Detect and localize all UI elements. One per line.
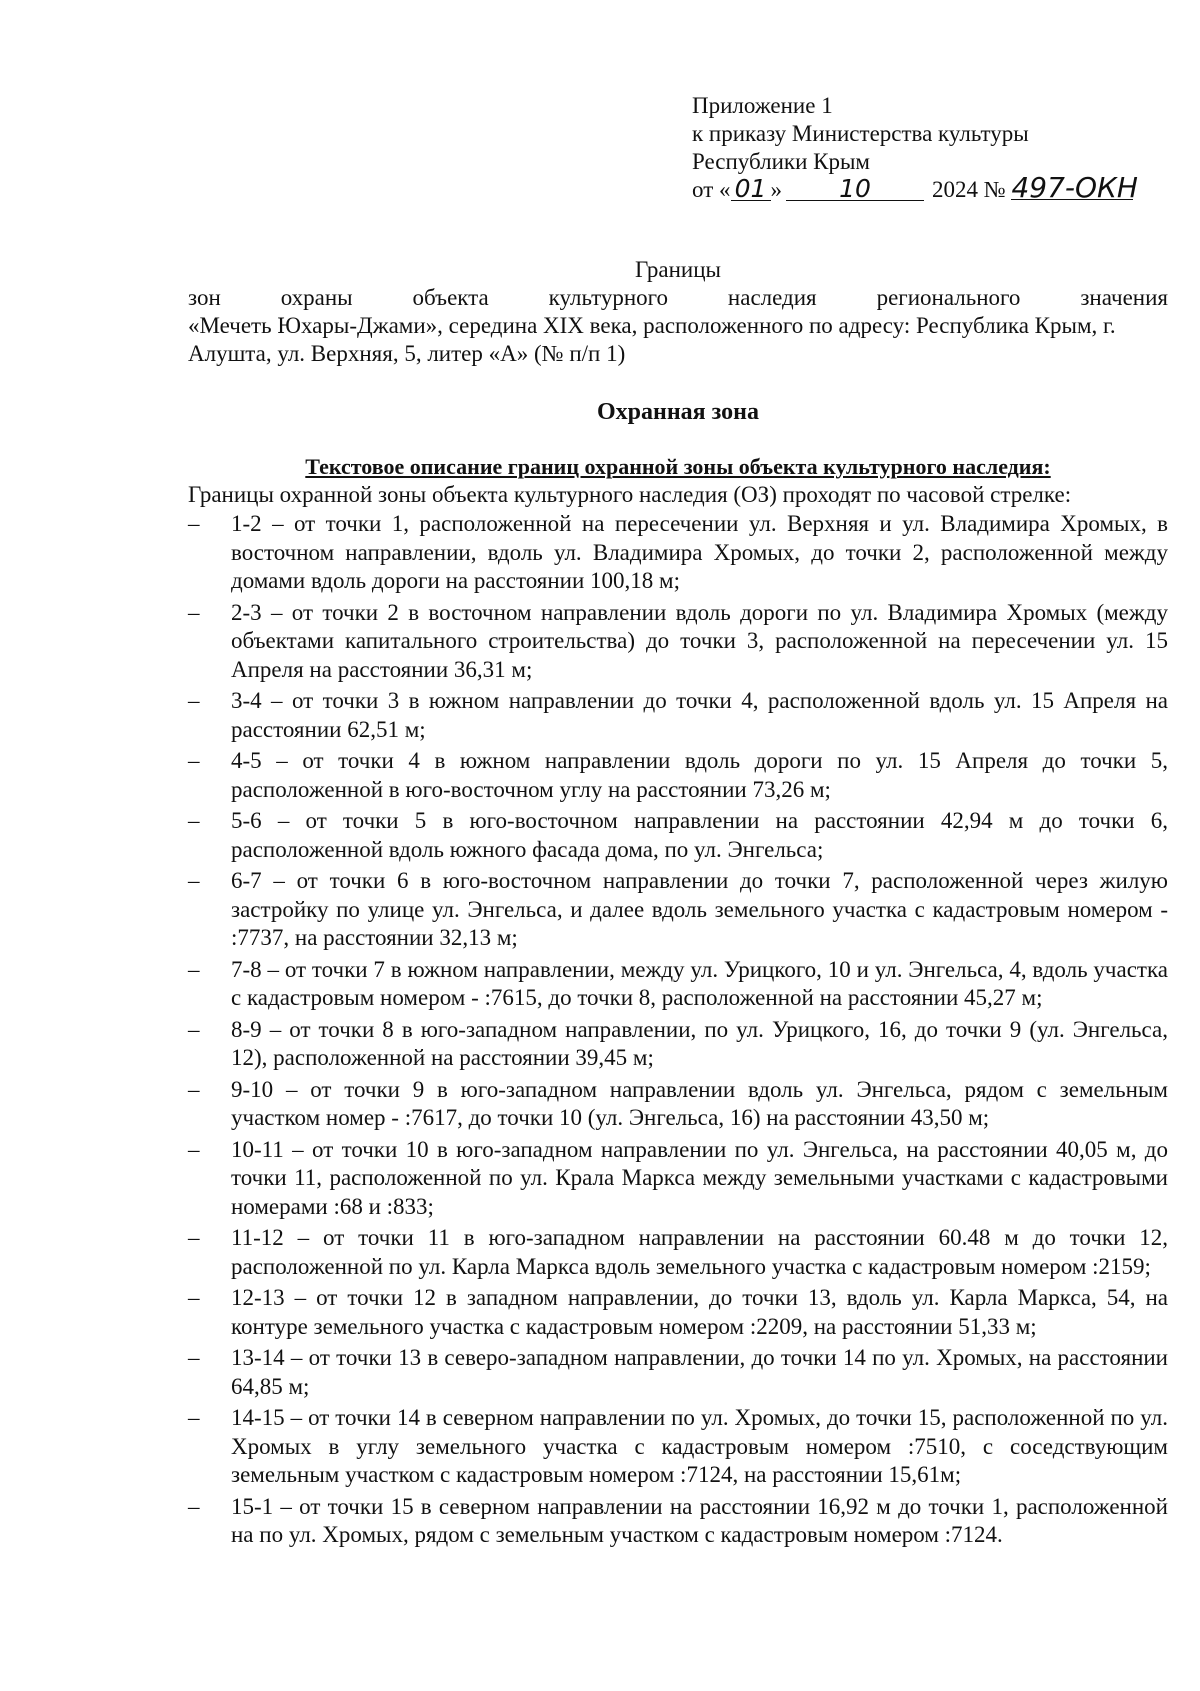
list-item-text: 8-9 – от точки 8 в юго-западном направлении, по ул. Урицкого, 16, до точки 9 (ул. Энгельса, 12), расположенной на расстоянии 39,45 м; <box>231 1016 1168 1070</box>
list-item <box>188 687 1168 744</box>
handwritten-month: 10 <box>786 178 924 201</box>
list-item-text: 4-5 – от точки 4 в южном направлении вдоль дороги по ул. 15 Апреля до точки 5, расположенной в юго-восточном углу на расстоянии 73,26 м; <box>231 748 1168 802</box>
dash-marker: – <box>188 748 200 773</box>
handwritten-order-number: 497-ОКН <box>1011 171 1138 204</box>
intro-first-line: зон охраны объекта культурного наследия регионального значения <box>188 285 1168 310</box>
list-item-text: 14-15 – от точки 14 в северном направлении по ул. Хромых, до точки 15, расположенной по ул. Хромых в углу земельного участка с кадастровым номером :7510, с соседствующим земельным участком с кадастровым номером :7124, на расстоянии 15,61м; <box>231 1405 1168 1487</box>
dash-marker: – <box>188 1405 200 1430</box>
dash-marker: – <box>188 956 200 982</box>
list-item <box>188 1136 1168 1222</box>
list-item <box>188 1076 1168 1133</box>
dash-marker: – <box>188 688 200 713</box>
list-item-text: 13-14 – от точки 13 в северо-западном направлении, до точки 14 по ул. Хромых, на расстоянии 64,85 м; <box>231 1345 1168 1399</box>
section-subheading: Текстовое описание границ охранной зоны объекта культурного наследия: <box>305 454 1051 479</box>
dash-marker: – <box>188 1285 200 1310</box>
list-item-text: 3-4 – от точки 3 в южном направлении до точки 4, расположенной вдоль ул. 15 Апреля на расстоянии 62,51 м; <box>231 688 1168 742</box>
dash-marker: – <box>188 1136 200 1162</box>
list-item-text: 15-1 – от точки 15 в северном направлении на расстоянии 16,92 м до точки 1, расположенной на по ул. Хромых, рядом с земельным участком с кадастровым номером :7124. <box>231 1493 1168 1547</box>
list-item-text: 11-12 – от точки 11 в юго-западном направлении на расстоянии 60.48 м до точки 12, расположенной по ул. Карла Маркса вдоль земельного участка с кадастровым номером :2159; <box>231 1225 1168 1279</box>
document-title: Границы <box>635 257 721 282</box>
list-item-text: 7-8 – от точки 7 в южном направлении, между ул. Урицкого, 10 и ул. Энгельса, 4, вдоль участка с кадастровым номером - :7615, до точки 8, расположенной на расстоянии 45,27 м; <box>231 956 1168 1010</box>
list-item <box>188 510 1168 596</box>
dash-marker: – <box>188 1016 200 1042</box>
appendix-date-line <box>692 171 1172 204</box>
dash-marker: – <box>188 511 200 536</box>
list-item <box>188 1016 1168 1073</box>
date-prefix: от « <box>692 177 731 202</box>
date-mid: » <box>770 177 782 202</box>
lead-paragraph: Границы охранной зоны объекта культурного наследия (ОЗ) проходят по часовой стрелке: <box>188 482 1072 507</box>
list-item <box>188 1344 1168 1401</box>
list-item <box>188 1224 1168 1281</box>
list-item <box>188 599 1168 685</box>
dash-marker: – <box>188 1225 200 1250</box>
appendix-block <box>692 92 1172 204</box>
date-year: 2024 № <box>932 177 1006 202</box>
list-item <box>188 747 1168 804</box>
list-item-text: 5-6 – от точки 5 в юго-восточном направлении на расстоянии 42,94 м до точки 6, расположенной вдоль южного фасада дома, по ул. Энгельса; <box>231 808 1168 862</box>
dash-marker: – <box>188 599 200 625</box>
list-item-text: 2-3 – от точки 2 в восточном направлении вдоль дороги по ул. Владимира Хромых (между объектами капитального строительства) до точки 3, расположенной на пересечении ул. 15 Апреля на расстоянии 36,31 м; <box>231 599 1168 682</box>
list-item <box>188 1404 1168 1490</box>
dash-marker: – <box>188 808 200 833</box>
dash-marker: – <box>188 868 200 893</box>
list-item-text: 1-2 – от точки 1, расположенной на пересечении ул. Верхняя и ул. Владимира Хромых, в восточном направлении, вдоль ул. Владимира Хромых, до точки 2, расположенной между домами вдоль дороги на расстоянии 100,18 м; <box>231 511 1168 593</box>
list-item <box>188 1493 1168 1550</box>
boundary-points-list <box>188 510 1168 1553</box>
intro-paragraph <box>188 284 1168 368</box>
list-item <box>188 1284 1168 1341</box>
dash-marker: – <box>188 1493 200 1519</box>
list-item <box>188 867 1168 953</box>
list-item <box>188 807 1168 864</box>
appendix-line-1: Приложение 1 <box>692 93 833 118</box>
dash-marker: – <box>188 1345 200 1370</box>
intro-rest: «Мечеть Юхары-Джами», середина XIX века, расположенного по адресу: Республика Крым, г. Алушта, ул. Верхняя, 5, литер «А» (№ п/п 1) <box>188 313 1116 366</box>
list-item <box>188 956 1168 1013</box>
zone-title: Охранная зона <box>597 399 759 425</box>
dash-marker: – <box>188 1076 200 1102</box>
appendix-line-3: Республики Крым <box>692 149 870 174</box>
appendix-line-2: к приказу Министерства культуры <box>692 121 1029 146</box>
list-item-text: 12-13 – от точки 12 в западном направлении, до точки 13, вдоль ул. Карла Маркса, 54, на контуре земельного участка с кадастровым номером :2209, на расстоянии 51,33 м; <box>231 1285 1168 1339</box>
list-item-text: 6-7 – от точки 6 в юго-восточном направлении до точки 7, расположенной через жилую застройку по улице ул. Энгельса, и далее вдоль земельного участка с кадастровым номером - :7737, на расстоянии 32,13 м; <box>231 868 1168 950</box>
handwritten-day: 01 <box>731 178 771 201</box>
list-item-text: 10-11 – от точки 10 в юго-западном направлении по ул. Энгельса, на расстоянии 40,05 м, до точки 11, расположенной по ул. Крала Маркса между земельными участками с кадастровыми номерами :68 и :833; <box>231 1136 1168 1219</box>
list-item-text: 9-10 – от точки 9 в юго-западном направлении вдоль ул. Энгельса, рядом с земельным участком номер - :7617, до точки 10 (ул. Энгельса, 16) на расстоянии 43,50 м; <box>231 1076 1168 1130</box>
